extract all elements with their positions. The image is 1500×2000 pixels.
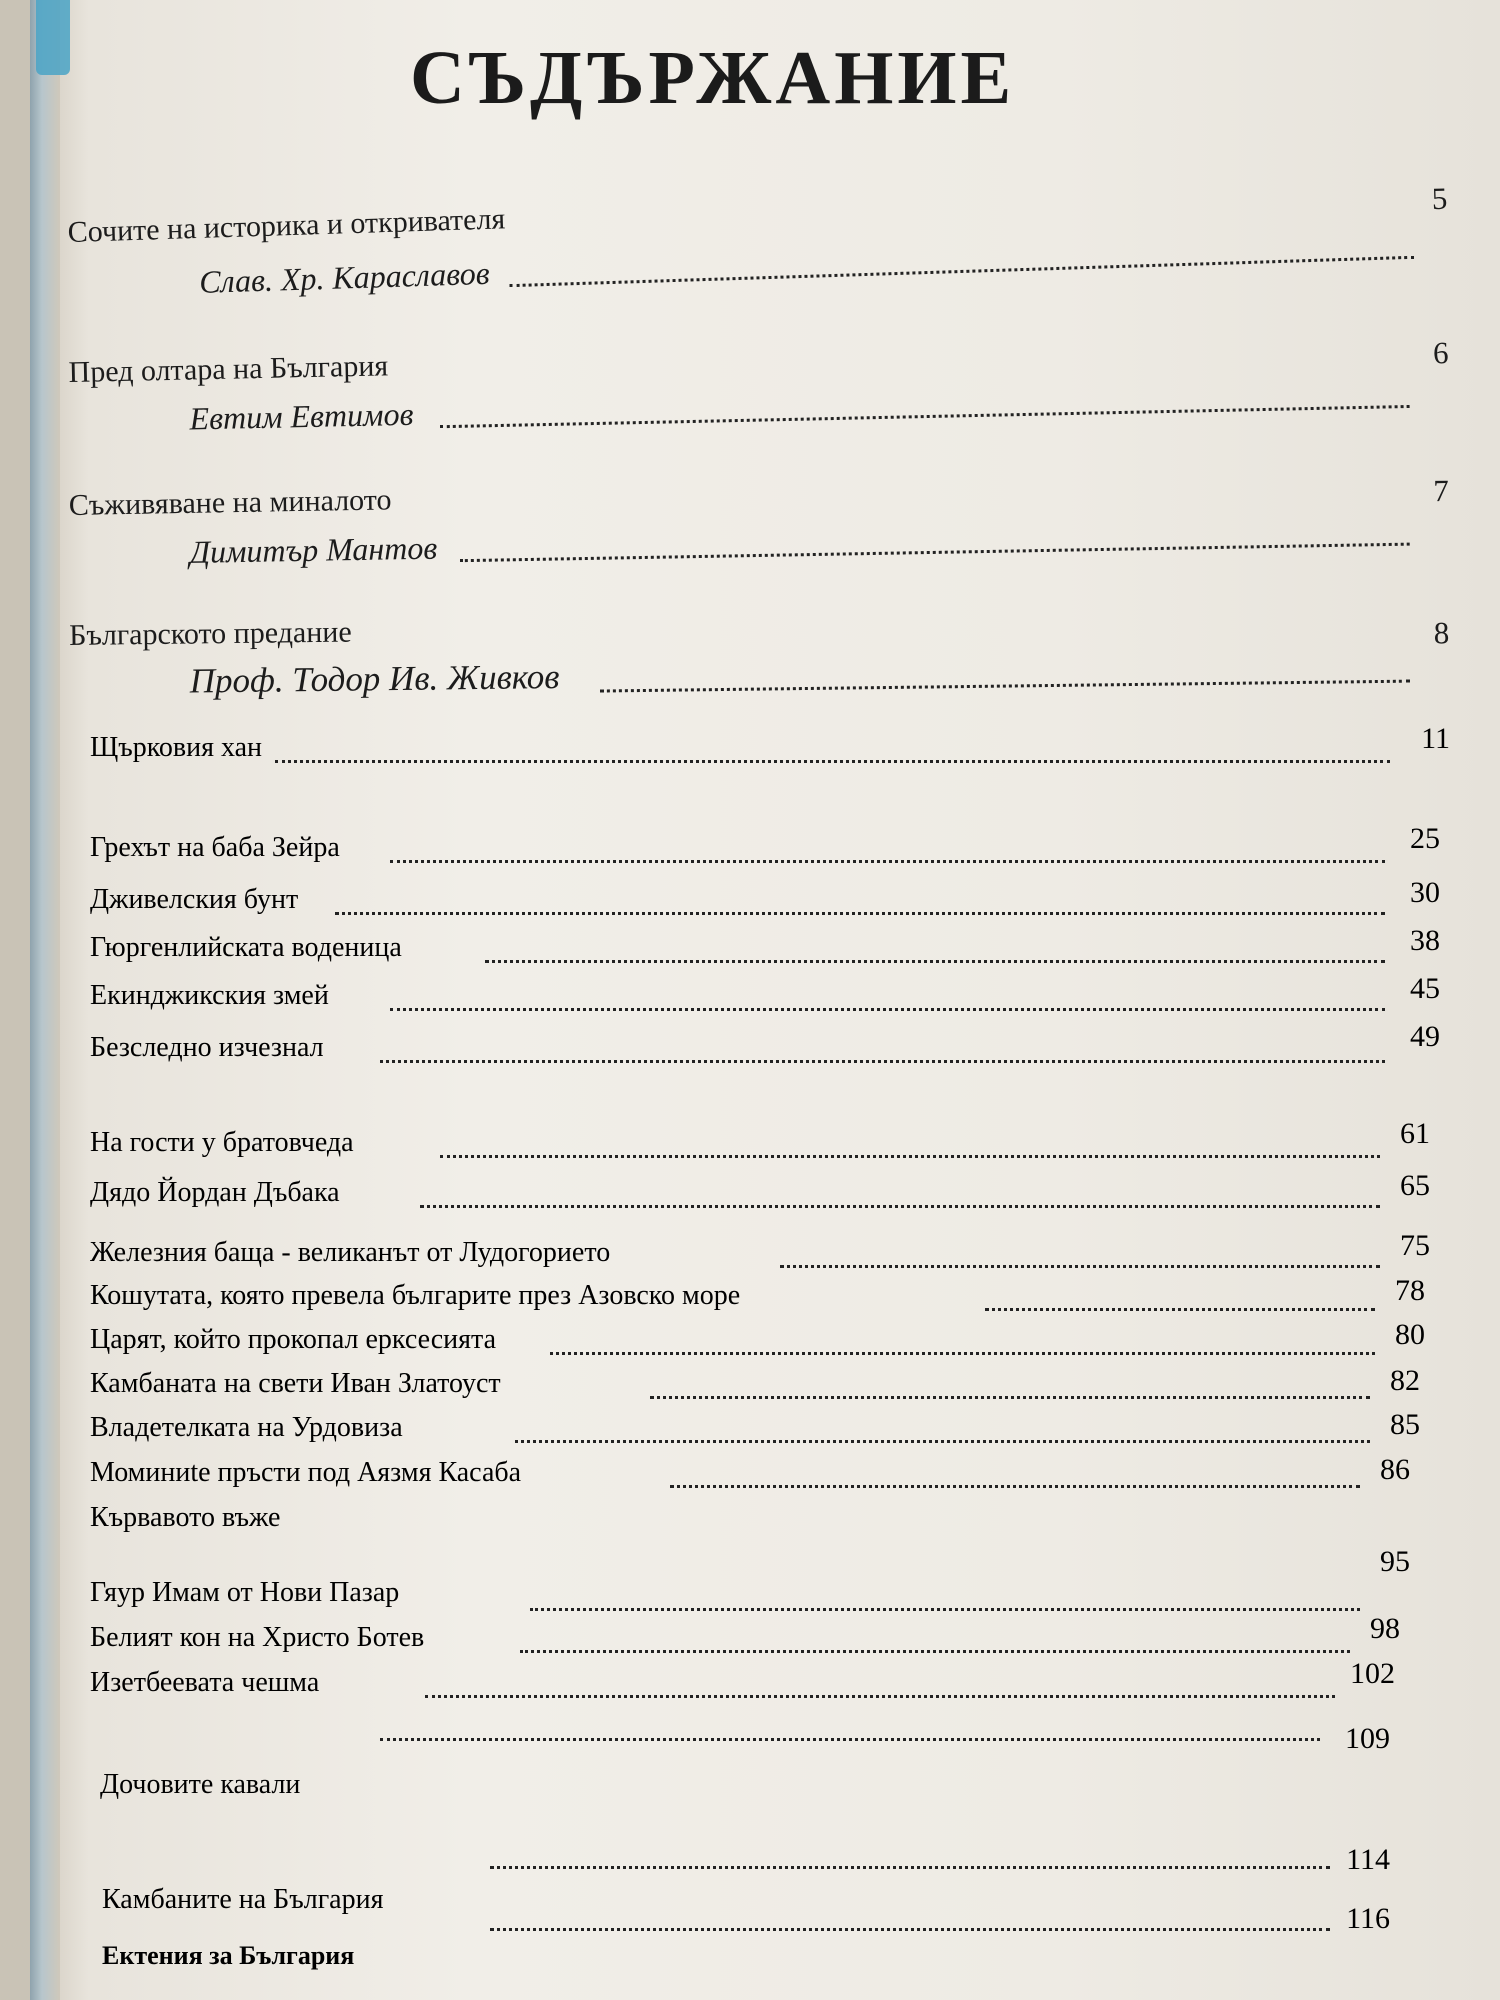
row-title: Безследно изчезнал — [90, 1032, 324, 1063]
dot-leader — [550, 1352, 1375, 1355]
row-title: Царят, който прокопал ерксесията — [90, 1324, 497, 1355]
page-number: 30 — [1410, 876, 1440, 909]
page-number: 45 — [1410, 972, 1440, 1005]
dot-leader — [390, 1008, 1385, 1011]
page-number: 98 — [1370, 1612, 1400, 1645]
toc-row — [90, 1169, 1430, 1211]
page-number: 78 — [1395, 1274, 1425, 1307]
toc-row — [90, 1657, 1395, 1701]
dot-leader — [380, 1060, 1385, 1063]
page-number: 109 — [1345, 1722, 1390, 1755]
dot-leader — [275, 760, 1390, 763]
row-title: Железния баща - великанът от Лудогориeто — [90, 1237, 611, 1268]
page-gutter — [30, 0, 60, 2000]
toc-row — [90, 876, 1440, 918]
row-title: Дядо Йордан Дъбака — [90, 1177, 340, 1208]
row-title: На гости у братовчеда — [90, 1127, 354, 1158]
page-number: 7 — [1432, 472, 1450, 509]
page-title: СЪДЪРЖАНИЕ — [410, 36, 1016, 120]
toc-row — [90, 972, 1440, 1014]
page-number: 80 — [1395, 1318, 1425, 1351]
entry-author: Слав. Хр. Караславов — [198, 254, 491, 300]
toc-entry — [68, 316, 1450, 440]
dot-leader — [490, 1928, 1330, 1931]
toc-row — [90, 1318, 1425, 1358]
toc-row — [90, 1612, 1400, 1656]
page-number: 5 — [1431, 180, 1448, 217]
toc-row — [90, 924, 1440, 966]
page-number: 49 — [1410, 1020, 1440, 1053]
page-number: 61 — [1400, 1117, 1430, 1150]
dot-leader — [485, 960, 1385, 963]
row-title: Камбаните на България — [102, 1884, 384, 1915]
toc-entry — [67, 152, 1450, 305]
dot-leader — [380, 1738, 1320, 1741]
dot-leader — [420, 1205, 1380, 1208]
entry-title: Сочите на историка и откривателя — [67, 202, 506, 250]
dot-leader — [390, 860, 1385, 863]
row-title: Камбаната на свети Иван Златоуст — [90, 1368, 501, 1399]
toc-row — [90, 1455, 1410, 1491]
book-page — [30, 0, 1500, 2000]
row-title: Изетбеевата чешма — [90, 1667, 320, 1698]
entry-title: Пред олтара на България — [68, 349, 389, 390]
row-title: Екинджикския змей — [90, 980, 329, 1011]
page-number: 116 — [1346, 1902, 1390, 1935]
page-number: 114 — [1346, 1843, 1390, 1876]
row-title: Моминиte пръсти под Аязмя Касаба — [90, 1457, 522, 1488]
dot-leader — [530, 1608, 1360, 1611]
row-title: Дживелския бунт — [90, 884, 299, 915]
page-number: 82 — [1390, 1364, 1420, 1397]
row-title: Гяур Имам от Нови Пазар — [90, 1577, 400, 1608]
entry-author: Димитър Мантов — [189, 529, 438, 570]
page-number: 8 — [1433, 615, 1450, 651]
toc-row — [90, 722, 1450, 766]
dot-leader — [600, 680, 1410, 693]
row-title: Щърковия хан — [90, 732, 263, 763]
row-title: Гюргенлийската воденица — [90, 932, 402, 963]
toc-row — [90, 1410, 1420, 1446]
page-number: 38 — [1410, 924, 1440, 957]
dot-leader — [490, 1866, 1330, 1869]
toc-entry — [69, 591, 1450, 703]
page-number: 86 — [1380, 1453, 1410, 1486]
page-number: 75 — [1400, 1229, 1430, 1262]
toc-row — [90, 1229, 1430, 1271]
toc-row — [90, 1366, 1420, 1402]
page-number: 11 — [1421, 722, 1450, 755]
page-number: 85 — [1390, 1408, 1420, 1441]
entry-author: Евтим Евтимов — [189, 395, 414, 437]
dot-leader — [425, 1695, 1335, 1698]
page-number: 95 — [1380, 1545, 1410, 1578]
entry-title: Съживяване на миналото — [68, 483, 392, 523]
row-title: Владетелката на Урдовиза — [90, 1412, 403, 1443]
page-number: 102 — [1350, 1657, 1395, 1690]
entry-author: Проф. Тодор Ив. Живков — [189, 657, 560, 701]
toc-row — [90, 1500, 1410, 1536]
page-number: 65 — [1400, 1169, 1430, 1202]
toc-row — [90, 1890, 1390, 1970]
dot-leader — [670, 1485, 1360, 1488]
dot-leader — [510, 256, 1415, 287]
toc-entry — [68, 454, 1449, 573]
row-title: Дочовите кавали — [100, 1769, 301, 1800]
dot-leader — [650, 1396, 1370, 1399]
toc-row — [90, 1020, 1440, 1066]
page-number: 25 — [1410, 822, 1440, 855]
entry-title: Българското предание — [68, 615, 352, 653]
page-number: 6 — [1432, 335, 1449, 371]
dot-leader — [780, 1265, 1380, 1268]
row-title: Кошутата, която превела българите през Азовско море — [90, 1280, 741, 1311]
dot-leader — [520, 1650, 1350, 1653]
toc-row — [90, 1722, 1390, 1800]
bookmark-ribbon — [36, 0, 70, 75]
dot-leader — [335, 912, 1385, 915]
row-title: Ектения за България — [102, 1941, 355, 1970]
row-title: Кървавото въже — [90, 1502, 281, 1533]
toc-row — [90, 1843, 1390, 1915]
dot-leader — [440, 1155, 1380, 1158]
dot-leader — [440, 405, 1410, 428]
toc-row — [90, 1117, 1430, 1161]
row-title: Белият кон на Христо Ботев — [90, 1622, 425, 1653]
dot-leader — [985, 1308, 1375, 1311]
row-title: Грехът на баба Зейра — [90, 832, 340, 863]
dot-leader — [460, 543, 1410, 563]
toc-row — [90, 822, 1440, 866]
toc-row — [90, 1545, 1410, 1608]
dot-leader — [515, 1440, 1370, 1443]
toc-row — [90, 1274, 1425, 1314]
